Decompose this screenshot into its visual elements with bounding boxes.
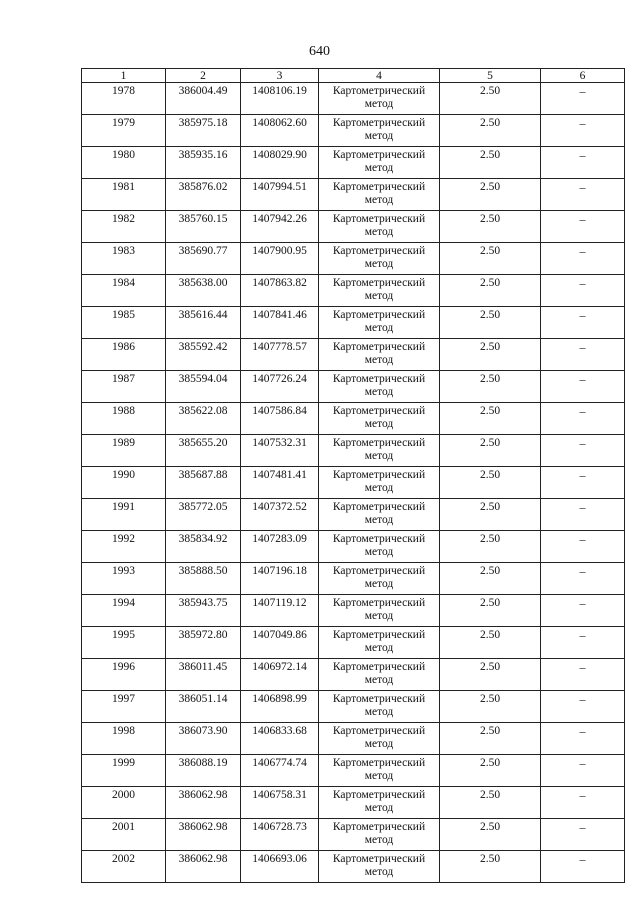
accuracy-cell: 2.50 [440, 115, 541, 147]
method-cell: Картометрический метод [319, 531, 440, 563]
x-coordinate-cell: 385760.15 [166, 211, 241, 243]
y-coordinate-cell: 1407372.52 [241, 499, 319, 531]
note-cell: – [541, 723, 625, 755]
table-row [82, 851, 625, 883]
point-number-cell: 1985 [82, 307, 166, 339]
point-number-cell: 1984 [82, 275, 166, 307]
y-coordinate-cell: 1407532.31 [241, 435, 319, 467]
point-number-cell: 1987 [82, 371, 166, 403]
method-cell: Картометрический метод [319, 147, 440, 179]
note-cell: – [541, 275, 625, 307]
y-coordinate-cell: 1407900.95 [241, 243, 319, 275]
table-row [82, 659, 625, 691]
note-cell: – [541, 179, 625, 211]
y-coordinate-cell: 1408106.19 [241, 83, 319, 115]
accuracy-cell: 2.50 [440, 499, 541, 531]
point-number-cell: 1983 [82, 243, 166, 275]
accuracy-cell: 2.50 [440, 755, 541, 787]
point-number-cell: 1993 [82, 563, 166, 595]
note-cell: – [541, 627, 625, 659]
x-coordinate-cell: 386004.49 [166, 83, 241, 115]
table-row [82, 179, 625, 211]
method-cell: Картометрический метод [319, 595, 440, 627]
x-coordinate-cell: 385972.80 [166, 627, 241, 659]
method-cell: Картометрический метод [319, 403, 440, 435]
note-cell: – [541, 147, 625, 179]
column-header-2: 2 [166, 69, 241, 83]
accuracy-cell: 2.50 [440, 371, 541, 403]
y-coordinate-cell: 1407863.82 [241, 275, 319, 307]
point-number-cell: 1989 [82, 435, 166, 467]
y-coordinate-cell: 1406898.99 [241, 691, 319, 723]
x-coordinate-cell: 386062.98 [166, 787, 241, 819]
accuracy-cell: 2.50 [440, 275, 541, 307]
column-header-1: 1 [82, 69, 166, 83]
accuracy-cell: 2.50 [440, 691, 541, 723]
y-coordinate-cell: 1406972.14 [241, 659, 319, 691]
x-coordinate-cell: 386062.98 [166, 819, 241, 851]
y-coordinate-cell: 1408062.60 [241, 115, 319, 147]
y-coordinate-cell: 1407119.12 [241, 595, 319, 627]
method-cell: Картометрический метод [319, 435, 440, 467]
point-number-cell: 2000 [82, 787, 166, 819]
method-cell: Картометрический метод [319, 819, 440, 851]
note-cell: – [541, 467, 625, 499]
table-row [82, 403, 625, 435]
point-number-cell: 1999 [82, 755, 166, 787]
x-coordinate-cell: 386051.14 [166, 691, 241, 723]
table-row [82, 275, 625, 307]
accuracy-cell: 2.50 [440, 787, 541, 819]
x-coordinate-cell: 385687.88 [166, 467, 241, 499]
point-number-cell: 1996 [82, 659, 166, 691]
note-cell: – [541, 499, 625, 531]
table-row [82, 435, 625, 467]
table-row [82, 499, 625, 531]
x-coordinate-cell: 385876.02 [166, 179, 241, 211]
method-cell: Картометрический метод [319, 627, 440, 659]
table-row [82, 115, 625, 147]
y-coordinate-cell: 1407283.09 [241, 531, 319, 563]
x-coordinate-cell: 385592.42 [166, 339, 241, 371]
x-coordinate-cell: 385594.04 [166, 371, 241, 403]
method-cell: Картометрический метод [319, 339, 440, 371]
method-cell: Картометрический метод [319, 851, 440, 883]
point-number-cell: 1979 [82, 115, 166, 147]
point-number-cell: 1986 [82, 339, 166, 371]
x-coordinate-cell: 386011.45 [166, 659, 241, 691]
method-cell: Картометрический метод [319, 179, 440, 211]
y-coordinate-cell: 1407481.41 [241, 467, 319, 499]
table-row [82, 307, 625, 339]
x-coordinate-cell: 386073.90 [166, 723, 241, 755]
point-number-cell: 2002 [82, 851, 166, 883]
method-cell: Картометрический метод [319, 243, 440, 275]
point-number-cell: 1988 [82, 403, 166, 435]
page-number: 640 [309, 44, 330, 59]
x-coordinate-cell: 385943.75 [166, 595, 241, 627]
note-cell: – [541, 755, 625, 787]
table-row [82, 627, 625, 659]
accuracy-cell: 2.50 [440, 243, 541, 275]
method-cell: Картометрический метод [319, 723, 440, 755]
x-coordinate-cell: 385655.20 [166, 435, 241, 467]
x-coordinate-cell: 385975.18 [166, 115, 241, 147]
point-number-cell: 1995 [82, 627, 166, 659]
x-coordinate-cell: 385638.00 [166, 275, 241, 307]
table-row [82, 755, 625, 787]
accuracy-cell: 2.50 [440, 563, 541, 595]
x-coordinate-cell: 385690.77 [166, 243, 241, 275]
note-cell: – [541, 691, 625, 723]
table-body [82, 83, 625, 883]
y-coordinate-cell: 1407049.86 [241, 627, 319, 659]
note-cell: – [541, 563, 625, 595]
method-cell: Картометрический метод [319, 691, 440, 723]
column-header-6: 6 [541, 69, 625, 83]
method-cell: Картометрический метод [319, 307, 440, 339]
note-cell: – [541, 211, 625, 243]
y-coordinate-cell: 1407778.57 [241, 339, 319, 371]
table-row [82, 211, 625, 243]
y-coordinate-cell: 1407994.51 [241, 179, 319, 211]
table-row [82, 531, 625, 563]
accuracy-cell: 2.50 [440, 435, 541, 467]
note-cell: – [541, 659, 625, 691]
method-cell: Картометрический метод [319, 467, 440, 499]
table-row [82, 371, 625, 403]
method-cell: Картометрический метод [319, 755, 440, 787]
x-coordinate-cell: 385888.50 [166, 563, 241, 595]
note-cell: – [541, 531, 625, 563]
method-cell: Картометрический метод [319, 275, 440, 307]
note-cell: – [541, 435, 625, 467]
accuracy-cell: 2.50 [440, 307, 541, 339]
accuracy-cell: 2.50 [440, 179, 541, 211]
point-number-cell: 1980 [82, 147, 166, 179]
method-cell: Картометрический метод [319, 211, 440, 243]
note-cell: – [541, 243, 625, 275]
accuracy-cell: 2.50 [440, 403, 541, 435]
y-coordinate-cell: 1407586.84 [241, 403, 319, 435]
x-coordinate-cell: 385772.05 [166, 499, 241, 531]
note-cell: – [541, 819, 625, 851]
table-row [82, 691, 625, 723]
note-cell: – [541, 371, 625, 403]
accuracy-cell: 2.50 [440, 659, 541, 691]
note-cell: – [541, 403, 625, 435]
accuracy-cell: 2.50 [440, 211, 541, 243]
y-coordinate-cell: 1407942.26 [241, 211, 319, 243]
y-coordinate-cell: 1407841.46 [241, 307, 319, 339]
y-coordinate-cell: 1406758.31 [241, 787, 319, 819]
accuracy-cell: 2.50 [440, 723, 541, 755]
y-coordinate-cell: 1406693.06 [241, 851, 319, 883]
method-cell: Картометрический метод [319, 371, 440, 403]
y-coordinate-cell: 1407196.18 [241, 563, 319, 595]
column-header-3: 3 [241, 69, 319, 83]
note-cell: – [541, 307, 625, 339]
method-cell: Картометрический метод [319, 499, 440, 531]
method-cell: Картометрический метод [319, 787, 440, 819]
y-coordinate-cell: 1406833.68 [241, 723, 319, 755]
x-coordinate-cell: 385616.44 [166, 307, 241, 339]
table-row [82, 723, 625, 755]
point-number-cell: 1994 [82, 595, 166, 627]
table-row [82, 819, 625, 851]
table-row [82, 243, 625, 275]
note-cell: – [541, 595, 625, 627]
accuracy-cell: 2.50 [440, 83, 541, 115]
point-number-cell: 1997 [82, 691, 166, 723]
x-coordinate-cell: 386062.98 [166, 851, 241, 883]
table-row [82, 339, 625, 371]
method-cell: Картометрический метод [319, 659, 440, 691]
accuracy-cell: 2.50 [440, 339, 541, 371]
table-header-row [82, 69, 625, 83]
y-coordinate-cell: 1406774.74 [241, 755, 319, 787]
accuracy-cell: 2.50 [440, 595, 541, 627]
accuracy-cell: 2.50 [440, 851, 541, 883]
table-row [82, 787, 625, 819]
y-coordinate-cell: 1407726.24 [241, 371, 319, 403]
method-cell: Картометрический метод [319, 563, 440, 595]
table-row [82, 83, 625, 115]
note-cell: – [541, 339, 625, 371]
table-row [82, 595, 625, 627]
x-coordinate-cell: 386088.19 [166, 755, 241, 787]
note-cell: – [541, 851, 625, 883]
x-coordinate-cell: 385834.92 [166, 531, 241, 563]
method-cell: Картометрический метод [319, 115, 440, 147]
y-coordinate-cell: 1408029.90 [241, 147, 319, 179]
coordinates-table [81, 68, 625, 883]
accuracy-cell: 2.50 [440, 467, 541, 499]
table-row [82, 563, 625, 595]
note-cell: – [541, 787, 625, 819]
note-cell: – [541, 83, 625, 115]
point-number-cell: 1981 [82, 179, 166, 211]
column-header-5: 5 [440, 69, 541, 83]
accuracy-cell: 2.50 [440, 819, 541, 851]
x-coordinate-cell: 385622.08 [166, 403, 241, 435]
y-coordinate-cell: 1406728.73 [241, 819, 319, 851]
x-coordinate-cell: 385935.16 [166, 147, 241, 179]
accuracy-cell: 2.50 [440, 147, 541, 179]
point-number-cell: 1992 [82, 531, 166, 563]
table-row [82, 147, 625, 179]
point-number-cell: 2001 [82, 819, 166, 851]
column-header-4: 4 [319, 69, 440, 83]
table-row [82, 467, 625, 499]
note-cell: – [541, 115, 625, 147]
method-cell: Картометрический метод [319, 83, 440, 115]
accuracy-cell: 2.50 [440, 531, 541, 563]
point-number-cell: 1978 [82, 83, 166, 115]
point-number-cell: 1990 [82, 467, 166, 499]
accuracy-cell: 2.50 [440, 627, 541, 659]
point-number-cell: 1998 [82, 723, 166, 755]
point-number-cell: 1982 [82, 211, 166, 243]
point-number-cell: 1991 [82, 499, 166, 531]
